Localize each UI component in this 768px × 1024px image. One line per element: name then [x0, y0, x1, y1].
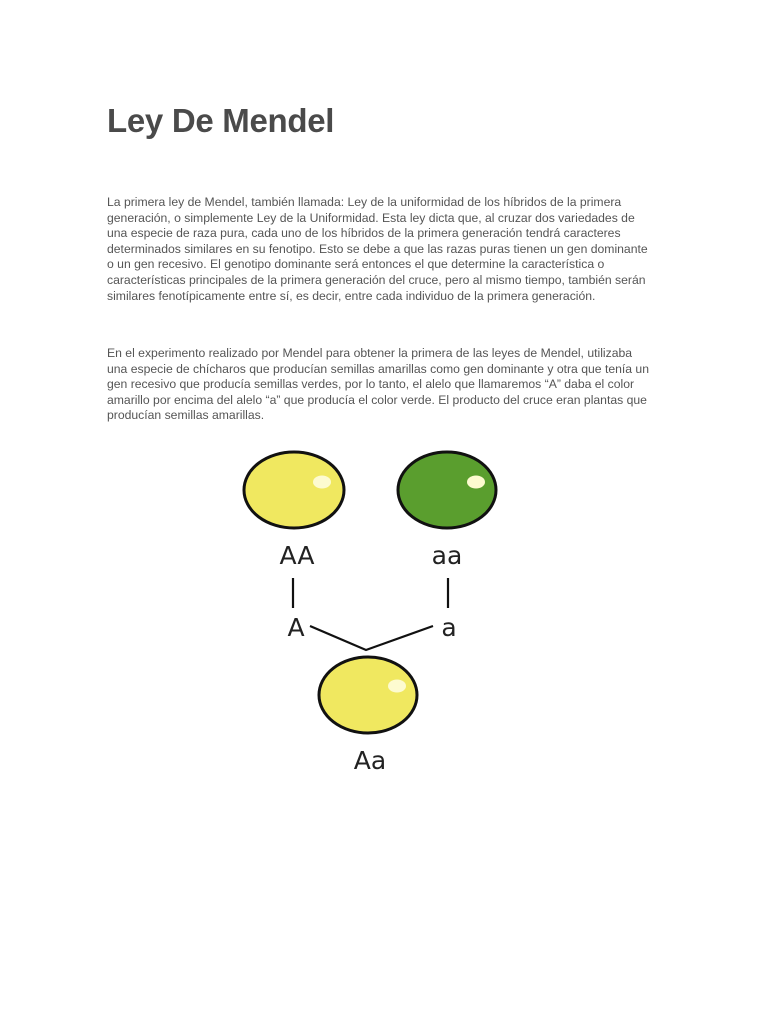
seed-offspring-body [319, 657, 417, 733]
page-title: Ley De Mendel [107, 102, 335, 139]
genotype-label-offspring: Aa [353, 746, 387, 775]
seed-recessive-parent-body [398, 452, 496, 528]
genotype-label-dominant: AA [279, 541, 315, 570]
seed-recessive-parent-highlight [467, 476, 485, 489]
seed-dominant-parent-body [244, 452, 344, 528]
allele-label-recessive: a [441, 613, 457, 642]
seed-dominant-parent [244, 452, 344, 528]
paragraph-first-law: La primera ley de Mendel, también llamada: Ley de la uniformidad de los híbridos de la primera generación, o simplemente Ley de la Uniformidad. Esta ley dicta que, al cruzar dos variedades de una especie de raza pura, cada uno de los híbridos de la primera generación tendrá caracteres determinados similares en su fenotipo. Esto se debe a que las razas puras tienen un gen dominante o un gen recesivo. El genotipo dominante será entonces el que determine la característica o características principales de la primera generación del cruce, pero al mismo tiempo, también serán similares fenotípicamente entre sí, es decir, entre cada individuo de la primera generación. [107, 195, 648, 303]
seed-recessive-parent [398, 452, 496, 528]
genotype-label-recessive: aa [431, 541, 463, 570]
paragraph-experiment: En el experimento realizado por Mendel para obtener la primera de las leyes de Mendel, utilizaba una especie de chícharos que producían semillas amarillas como gen dominante y otra que tenía un gen recesivo que producía semillas verdes, por lo tanto, el alelo que llamaremos “A” daba el color amarillo por encima del alelo “a” que producía el color verde. El producto del cruce eran plantas que producían semillas amarillas. [107, 346, 649, 423]
seed-dominant-parent-highlight [313, 476, 331, 489]
seed-offspring-highlight [388, 680, 406, 693]
seed-offspring [319, 657, 417, 733]
allele-label-dominant: A [287, 613, 305, 642]
cross-connector [310, 626, 433, 650]
